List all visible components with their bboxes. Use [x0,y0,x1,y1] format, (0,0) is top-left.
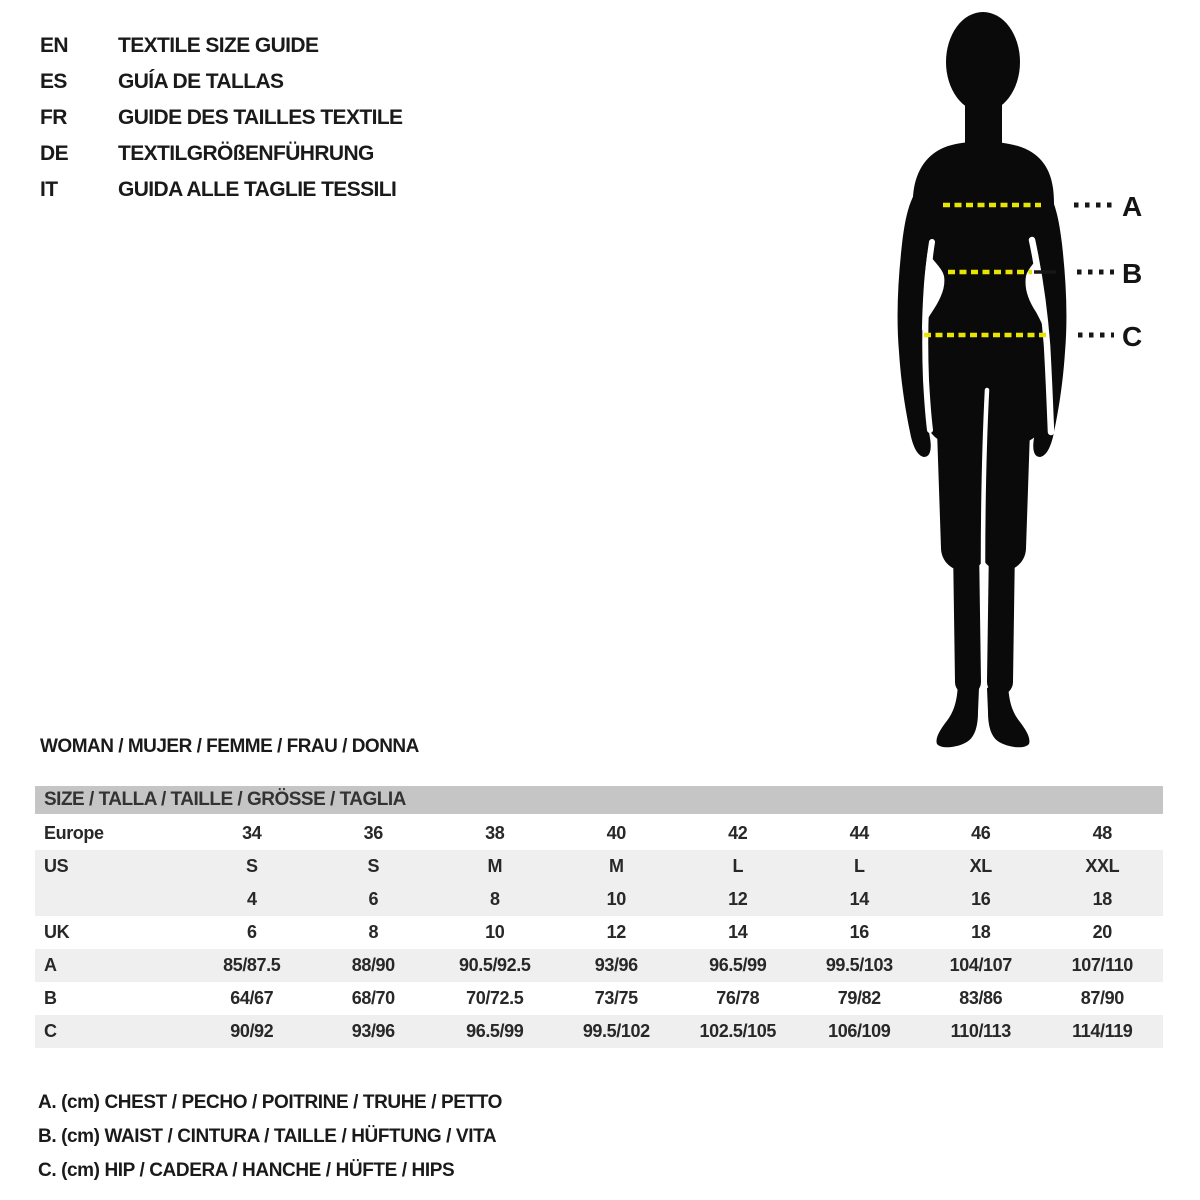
table-row-us-numeric [35,883,1163,916]
size-cell: 10 [556,883,678,916]
size-cell: 96.5/99 [434,1015,556,1048]
size-cell: 6 [313,883,435,916]
size-cell: 90/92 [191,1015,313,1048]
hip-label: C [1122,321,1143,352]
language-code: FR [40,106,67,129]
language-code: ES [40,70,67,93]
size-cell: 87/90 [1080,988,1124,1008]
language-row [40,64,402,100]
size-cell: 16 [849,922,869,942]
size-cell: XXL [1042,850,1164,883]
table-row-europe [35,816,1163,851]
size-cell: 114/119 [1042,1015,1164,1048]
language-title: TEXTILE SIZE GUIDE [118,34,319,57]
row-label: A [35,949,191,982]
woman-front-silhouette-icon [860,0,1200,760]
language-code: EN [40,34,68,57]
row-label: C [35,1015,191,1048]
size-cell: 36 [363,823,383,843]
size-cell: 6 [246,922,257,942]
row-label: UK [44,922,70,942]
legend-line-hip: C. (cm) HIP / CADERA / HANCHE / HÜFTE / HIPS [38,1160,455,1181]
language-row [40,100,402,136]
size-cell: 44 [849,823,869,843]
size-cell: 93/96 [556,949,678,982]
table-row-uk [35,916,1163,949]
size-cell: 16 [920,883,1042,916]
row-label: US [35,850,191,883]
size-cell: 99.5/103 [799,949,921,982]
chest-label: A [1122,191,1143,222]
size-cell: L [677,850,799,883]
size-cell: 34 [242,823,262,843]
size-cell: 10 [485,922,505,942]
size-cell: 8 [434,883,556,916]
size-cell: 85/87.5 [191,949,313,982]
language-row [40,28,402,64]
size-cell: 99.5/102 [556,1015,678,1048]
measure-labels [1122,191,1142,352]
table-row-waist [35,982,1163,1015]
size-cell: 79/82 [837,988,881,1008]
size-cell: 96.5/99 [677,949,799,982]
measurement-legend [38,1086,502,1188]
size-cell: 4 [191,883,313,916]
size-cell: 12 [677,883,799,916]
language-code: IT [40,178,58,201]
size-cell: 48 [1092,823,1112,843]
size-cell: 76/78 [716,988,760,1008]
size-table [35,786,1163,1048]
size-cell: S [191,850,313,883]
language-title: TEXTILGRÖßENFÜHRUNG [118,142,374,165]
language-title: GUÍA DE TALLAS [118,70,284,93]
table-row-hip [35,1015,1163,1048]
size-cell: 18 [1042,883,1164,916]
gender-title: WOMAN / MUJER / FEMME / FRAU / DONNA [40,736,419,757]
size-cell: 106/109 [799,1015,921,1048]
row-label [35,883,191,916]
size-cell: 83/86 [959,988,1003,1008]
size-cell: 40 [606,823,626,843]
row-label: B [44,988,57,1008]
size-cell: S [313,850,435,883]
size-cell: 20 [1092,922,1112,942]
size-cell: XL [920,850,1042,883]
size-cell: L [799,850,921,883]
size-cell: 38 [485,823,505,843]
table-row-chest [35,949,1163,982]
size-cell: 70/72.5 [466,988,524,1008]
size-table-header: SIZE / TALLA / TAILLE / GRÖSSE / TAGLIA [35,786,1163,816]
waist-label: B [1122,258,1143,289]
language-title: GUIDA ALLE TAGLIE TESSILI [118,178,397,201]
size-cell: 102.5/105 [677,1015,799,1048]
size-cell: 64/67 [230,988,274,1008]
size-cell: 88/90 [313,949,435,982]
size-cell: 107/110 [1042,949,1164,982]
size-cell: M [556,850,678,883]
language-list [40,28,402,208]
size-cell: 93/96 [313,1015,435,1048]
size-cell: 42 [728,823,748,843]
row-label: Europe [44,823,104,843]
legend-line-waist: B. (cm) WAIST / CINTURA / TAILLE / HÜFTUNG / VITA [38,1126,497,1147]
size-cell: M [434,850,556,883]
legend-line-chest: A. (cm) CHEST / PECHO / POITRINE / TRUHE / PETTO [38,1092,502,1113]
table-row-us [35,850,1163,883]
language-row [40,172,402,208]
size-cell: 14 [728,922,748,942]
size-cell: 8 [368,922,379,942]
size-cell: 110/113 [920,1015,1042,1048]
language-title: GUIDE DES TAILLES TEXTILE [118,106,403,129]
language-code: DE [40,142,68,165]
language-row [40,136,402,172]
size-cell: 73/75 [594,988,638,1008]
size-cell: 14 [799,883,921,916]
size-cell: 46 [971,823,991,843]
measurement-figure [860,0,1200,760]
size-cell: 68/70 [351,988,395,1008]
size-cell: 104/107 [920,949,1042,982]
size-cell: 18 [971,922,991,942]
size-cell: 12 [606,922,626,942]
size-cell: 90.5/92.5 [434,949,556,982]
